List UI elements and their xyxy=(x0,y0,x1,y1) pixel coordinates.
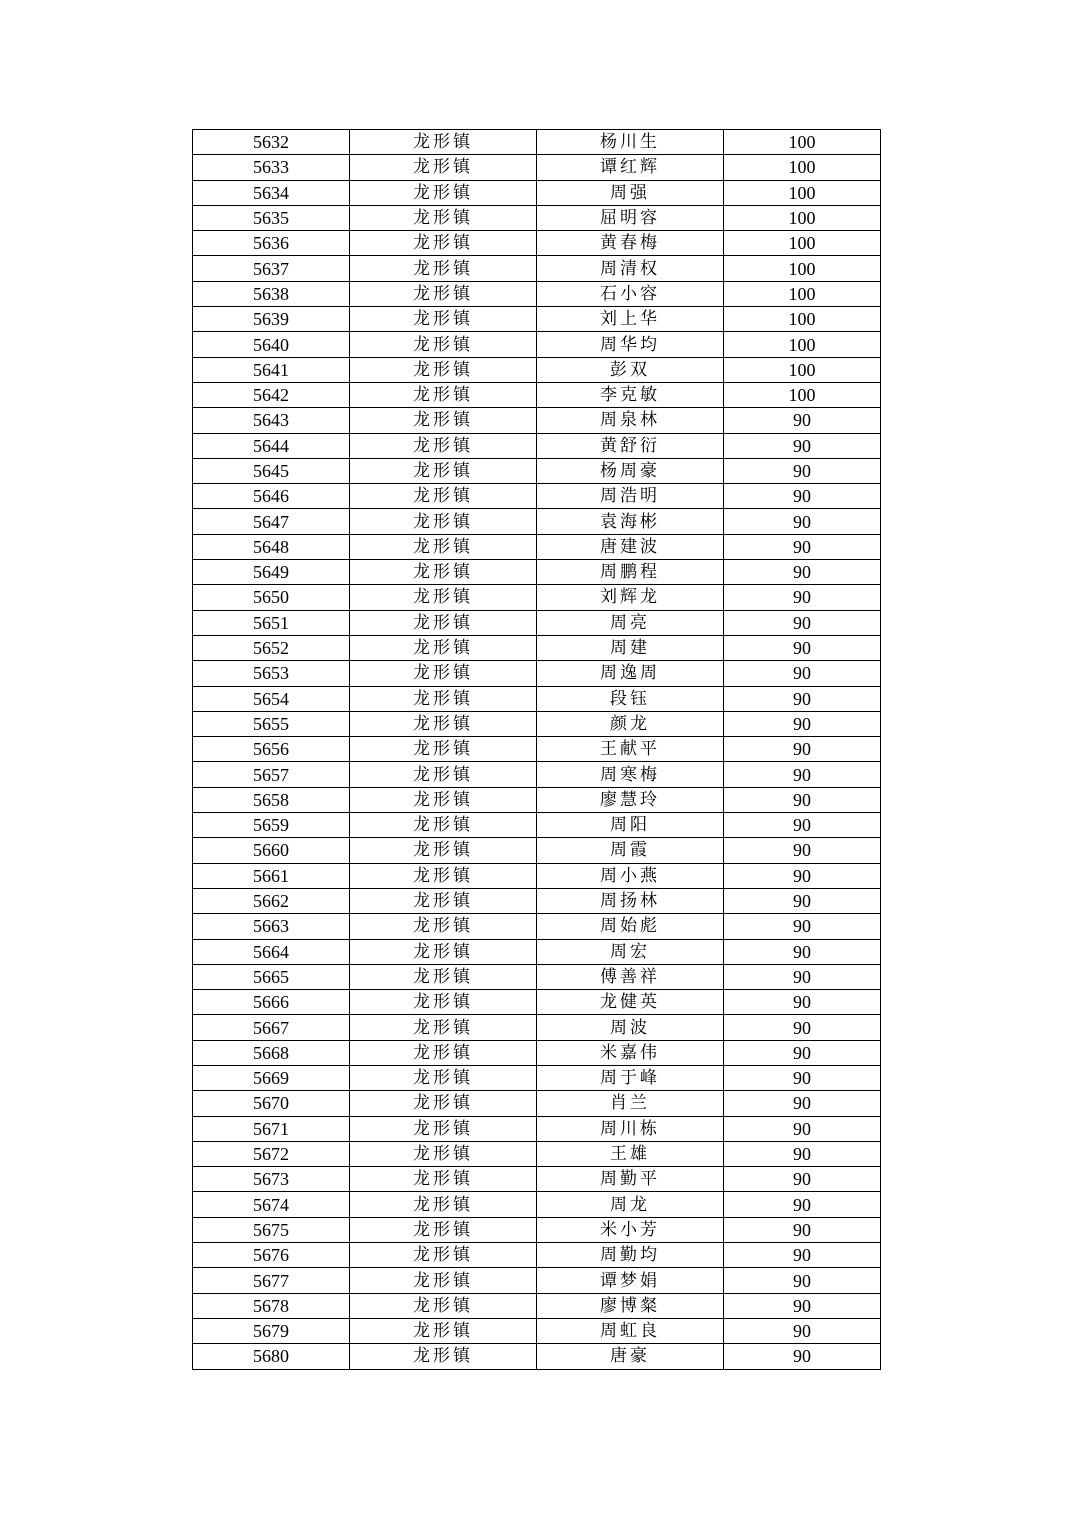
amount-cell: 90 xyxy=(724,964,881,989)
table-row xyxy=(193,1065,881,1090)
table-row xyxy=(193,737,881,762)
serial-number-cell: 5677 xyxy=(193,1268,350,1293)
amount-cell: 90 xyxy=(724,585,881,610)
serial-number-cell: 5645 xyxy=(193,458,350,483)
roster-table xyxy=(192,129,881,1370)
town-cell: 龙形镇 xyxy=(350,914,537,939)
name-cell: 周清权 xyxy=(537,256,724,281)
serial-number-cell: 5664 xyxy=(193,939,350,964)
serial-number-cell: 5679 xyxy=(193,1318,350,1343)
serial-number-cell: 5662 xyxy=(193,888,350,913)
town-cell: 龙形镇 xyxy=(350,711,537,736)
name-cell: 周小燕 xyxy=(537,863,724,888)
amount-cell: 90 xyxy=(724,737,881,762)
table-row xyxy=(193,357,881,382)
amount-cell: 100 xyxy=(724,332,881,357)
town-cell: 龙形镇 xyxy=(350,1141,537,1166)
table-row xyxy=(193,256,881,281)
amount-cell: 100 xyxy=(724,155,881,180)
town-cell: 龙形镇 xyxy=(350,307,537,332)
amount-cell: 100 xyxy=(724,357,881,382)
table-row xyxy=(193,231,881,256)
amount-cell: 90 xyxy=(724,1268,881,1293)
table-row xyxy=(193,560,881,585)
town-cell: 龙形镇 xyxy=(350,787,537,812)
town-cell: 龙形镇 xyxy=(350,1167,537,1192)
serial-number-cell: 5676 xyxy=(193,1243,350,1268)
amount-cell: 90 xyxy=(724,711,881,736)
table-row xyxy=(193,130,881,155)
table-row xyxy=(193,1141,881,1166)
table-row xyxy=(193,1091,881,1116)
name-cell: 周霞 xyxy=(537,838,724,863)
name-cell: 周逸周 xyxy=(537,661,724,686)
amount-cell: 100 xyxy=(724,130,881,155)
table-row xyxy=(193,509,881,534)
table-row xyxy=(193,155,881,180)
name-cell: 傅善祥 xyxy=(537,964,724,989)
town-cell: 龙形镇 xyxy=(350,888,537,913)
amount-cell: 90 xyxy=(724,686,881,711)
name-cell: 唐豪 xyxy=(537,1344,724,1369)
table-row xyxy=(193,888,881,913)
name-cell: 谭红辉 xyxy=(537,155,724,180)
serial-number-cell: 5644 xyxy=(193,433,350,458)
serial-number-cell: 5653 xyxy=(193,661,350,686)
amount-cell: 100 xyxy=(724,205,881,230)
amount-cell: 90 xyxy=(724,990,881,1015)
amount-cell: 90 xyxy=(724,762,881,787)
table-row xyxy=(193,813,881,838)
name-cell: 黄舒衍 xyxy=(537,433,724,458)
town-cell: 龙形镇 xyxy=(350,484,537,509)
table-row xyxy=(193,1243,881,1268)
name-cell: 周强 xyxy=(537,180,724,205)
amount-cell: 90 xyxy=(724,509,881,534)
serial-number-cell: 5637 xyxy=(193,256,350,281)
name-cell: 周寒梅 xyxy=(537,762,724,787)
name-cell: 米嘉伟 xyxy=(537,1040,724,1065)
table-row xyxy=(193,205,881,230)
serial-number-cell: 5652 xyxy=(193,635,350,660)
name-cell: 杨川生 xyxy=(537,130,724,155)
amount-cell: 90 xyxy=(724,635,881,660)
serial-number-cell: 5638 xyxy=(193,281,350,306)
amount-cell: 90 xyxy=(724,1015,881,1040)
table-row xyxy=(193,1192,881,1217)
serial-number-cell: 5671 xyxy=(193,1116,350,1141)
town-cell: 龙形镇 xyxy=(350,433,537,458)
town-cell: 龙形镇 xyxy=(350,509,537,534)
town-cell: 龙形镇 xyxy=(350,332,537,357)
table-row xyxy=(193,433,881,458)
town-cell: 龙形镇 xyxy=(350,281,537,306)
town-cell: 龙形镇 xyxy=(350,635,537,660)
amount-cell: 100 xyxy=(724,180,881,205)
amount-cell: 90 xyxy=(724,1293,881,1318)
table-row xyxy=(193,484,881,509)
table-row xyxy=(193,1293,881,1318)
amount-cell: 90 xyxy=(724,1192,881,1217)
amount-cell: 90 xyxy=(724,1344,881,1369)
table-row xyxy=(193,1268,881,1293)
name-cell: 周扬林 xyxy=(537,888,724,913)
town-cell: 龙形镇 xyxy=(350,458,537,483)
name-cell: 王雄 xyxy=(537,1141,724,1166)
town-cell: 龙形镇 xyxy=(350,408,537,433)
serial-number-cell: 5668 xyxy=(193,1040,350,1065)
table-row xyxy=(193,686,881,711)
serial-number-cell: 5632 xyxy=(193,130,350,155)
name-cell: 屈明容 xyxy=(537,205,724,230)
amount-cell: 100 xyxy=(724,382,881,407)
amount-cell: 100 xyxy=(724,231,881,256)
town-cell: 龙形镇 xyxy=(350,661,537,686)
table-row xyxy=(193,332,881,357)
town-cell: 龙形镇 xyxy=(350,737,537,762)
table-row xyxy=(193,610,881,635)
amount-cell: 90 xyxy=(724,408,881,433)
amount-cell: 90 xyxy=(724,888,881,913)
amount-cell: 100 xyxy=(724,281,881,306)
town-cell: 龙形镇 xyxy=(350,1293,537,1318)
town-cell: 龙形镇 xyxy=(350,382,537,407)
town-cell: 龙形镇 xyxy=(350,1192,537,1217)
name-cell: 王献平 xyxy=(537,737,724,762)
town-cell: 龙形镇 xyxy=(350,357,537,382)
name-cell: 谭梦娟 xyxy=(537,1268,724,1293)
name-cell: 肖兰 xyxy=(537,1091,724,1116)
table-row xyxy=(193,1116,881,1141)
serial-number-cell: 5656 xyxy=(193,737,350,762)
serial-number-cell: 5674 xyxy=(193,1192,350,1217)
table-row xyxy=(193,711,881,736)
name-cell: 刘辉龙 xyxy=(537,585,724,610)
amount-cell: 90 xyxy=(724,1141,881,1166)
table-row xyxy=(193,762,881,787)
table-row xyxy=(193,939,881,964)
amount-cell: 100 xyxy=(724,307,881,332)
name-cell: 周川栋 xyxy=(537,1116,724,1141)
town-cell: 龙形镇 xyxy=(350,1318,537,1343)
town-cell: 龙形镇 xyxy=(350,990,537,1015)
name-cell: 廖博粲 xyxy=(537,1293,724,1318)
name-cell: 周建 xyxy=(537,635,724,660)
town-cell: 龙形镇 xyxy=(350,1015,537,1040)
amount-cell: 90 xyxy=(724,863,881,888)
name-cell: 杨周豪 xyxy=(537,458,724,483)
town-cell: 龙形镇 xyxy=(350,585,537,610)
serial-number-cell: 5669 xyxy=(193,1065,350,1090)
table-row xyxy=(193,635,881,660)
town-cell: 龙形镇 xyxy=(350,610,537,635)
name-cell: 米小芳 xyxy=(537,1217,724,1242)
town-cell: 龙形镇 xyxy=(350,1116,537,1141)
town-cell: 龙形镇 xyxy=(350,1243,537,1268)
serial-number-cell: 5634 xyxy=(193,180,350,205)
serial-number-cell: 5648 xyxy=(193,534,350,559)
name-cell: 周波 xyxy=(537,1015,724,1040)
amount-cell: 90 xyxy=(724,534,881,559)
amount-cell: 90 xyxy=(724,1217,881,1242)
name-cell: 黄春梅 xyxy=(537,231,724,256)
serial-number-cell: 5655 xyxy=(193,711,350,736)
table-row xyxy=(193,307,881,332)
name-cell: 周始彪 xyxy=(537,914,724,939)
serial-number-cell: 5673 xyxy=(193,1167,350,1192)
serial-number-cell: 5670 xyxy=(193,1091,350,1116)
amount-cell: 90 xyxy=(724,1167,881,1192)
table-row xyxy=(193,1040,881,1065)
town-cell: 龙形镇 xyxy=(350,205,537,230)
town-cell: 龙形镇 xyxy=(350,863,537,888)
town-cell: 龙形镇 xyxy=(350,1065,537,1090)
town-cell: 龙形镇 xyxy=(350,939,537,964)
name-cell: 周华均 xyxy=(537,332,724,357)
serial-number-cell: 5675 xyxy=(193,1217,350,1242)
table-row xyxy=(193,408,881,433)
town-cell: 龙形镇 xyxy=(350,1040,537,1065)
table-row xyxy=(193,458,881,483)
serial-number-cell: 5635 xyxy=(193,205,350,230)
serial-number-cell: 5678 xyxy=(193,1293,350,1318)
name-cell: 刘上华 xyxy=(537,307,724,332)
amount-cell: 90 xyxy=(724,838,881,863)
name-cell: 唐建波 xyxy=(537,534,724,559)
serial-number-cell: 5680 xyxy=(193,1344,350,1369)
table-row xyxy=(193,534,881,559)
name-cell: 颜龙 xyxy=(537,711,724,736)
serial-number-cell: 5663 xyxy=(193,914,350,939)
town-cell: 龙形镇 xyxy=(350,180,537,205)
amount-cell: 90 xyxy=(724,560,881,585)
amount-cell: 90 xyxy=(724,1040,881,1065)
serial-number-cell: 5665 xyxy=(193,964,350,989)
amount-cell: 90 xyxy=(724,661,881,686)
name-cell: 廖慧玲 xyxy=(537,787,724,812)
serial-number-cell: 5641 xyxy=(193,357,350,382)
serial-number-cell: 5647 xyxy=(193,509,350,534)
serial-number-cell: 5658 xyxy=(193,787,350,812)
serial-number-cell: 5643 xyxy=(193,408,350,433)
amount-cell: 90 xyxy=(724,1116,881,1141)
name-cell: 周阳 xyxy=(537,813,724,838)
name-cell: 李克敏 xyxy=(537,382,724,407)
table-row xyxy=(193,990,881,1015)
town-cell: 龙形镇 xyxy=(350,560,537,585)
amount-cell: 90 xyxy=(724,1065,881,1090)
serial-number-cell: 5660 xyxy=(193,838,350,863)
town-cell: 龙形镇 xyxy=(350,686,537,711)
town-cell: 龙形镇 xyxy=(350,813,537,838)
town-cell: 龙形镇 xyxy=(350,1217,537,1242)
serial-number-cell: 5646 xyxy=(193,484,350,509)
name-cell: 周龙 xyxy=(537,1192,724,1217)
name-cell: 段钰 xyxy=(537,686,724,711)
serial-number-cell: 5642 xyxy=(193,382,350,407)
name-cell: 周于峰 xyxy=(537,1065,724,1090)
town-cell: 龙形镇 xyxy=(350,838,537,863)
town-cell: 龙形镇 xyxy=(350,1268,537,1293)
amount-cell: 100 xyxy=(724,256,881,281)
name-cell: 彭双 xyxy=(537,357,724,382)
serial-number-cell: 5672 xyxy=(193,1141,350,1166)
serial-number-cell: 5650 xyxy=(193,585,350,610)
amount-cell: 90 xyxy=(724,813,881,838)
town-cell: 龙形镇 xyxy=(350,1091,537,1116)
table-row xyxy=(193,585,881,610)
table-row xyxy=(193,1167,881,1192)
name-cell: 石小容 xyxy=(537,281,724,306)
amount-cell: 90 xyxy=(724,939,881,964)
amount-cell: 90 xyxy=(724,484,881,509)
serial-number-cell: 5666 xyxy=(193,990,350,1015)
name-cell: 周亮 xyxy=(537,610,724,635)
table-row xyxy=(193,661,881,686)
town-cell: 龙形镇 xyxy=(350,256,537,281)
name-cell: 周宏 xyxy=(537,939,724,964)
amount-cell: 90 xyxy=(724,610,881,635)
amount-cell: 90 xyxy=(724,1318,881,1343)
name-cell: 周勤均 xyxy=(537,1243,724,1268)
serial-number-cell: 5651 xyxy=(193,610,350,635)
serial-number-cell: 5636 xyxy=(193,231,350,256)
town-cell: 龙形镇 xyxy=(350,231,537,256)
name-cell: 周浩明 xyxy=(537,484,724,509)
table-row xyxy=(193,1344,881,1369)
name-cell: 周泉林 xyxy=(537,408,724,433)
table-row xyxy=(193,787,881,812)
town-cell: 龙形镇 xyxy=(350,762,537,787)
table-row xyxy=(193,1217,881,1242)
town-cell: 龙形镇 xyxy=(350,130,537,155)
serial-number-cell: 5654 xyxy=(193,686,350,711)
table-row xyxy=(193,1015,881,1040)
table-row xyxy=(193,1318,881,1343)
table-row xyxy=(193,914,881,939)
serial-number-cell: 5657 xyxy=(193,762,350,787)
town-cell: 龙形镇 xyxy=(350,1344,537,1369)
amount-cell: 90 xyxy=(724,787,881,812)
serial-number-cell: 5659 xyxy=(193,813,350,838)
serial-number-cell: 5639 xyxy=(193,307,350,332)
serial-number-cell: 5649 xyxy=(193,560,350,585)
town-cell: 龙形镇 xyxy=(350,964,537,989)
amount-cell: 90 xyxy=(724,914,881,939)
town-cell: 龙形镇 xyxy=(350,534,537,559)
serial-number-cell: 5661 xyxy=(193,863,350,888)
town-cell: 龙形镇 xyxy=(350,155,537,180)
amount-cell: 90 xyxy=(724,1243,881,1268)
name-cell: 龙健英 xyxy=(537,990,724,1015)
table-row xyxy=(193,281,881,306)
table-row xyxy=(193,382,881,407)
amount-cell: 90 xyxy=(724,458,881,483)
amount-cell: 90 xyxy=(724,433,881,458)
table-row xyxy=(193,863,881,888)
table-row xyxy=(193,964,881,989)
name-cell: 袁海彬 xyxy=(537,509,724,534)
serial-number-cell: 5633 xyxy=(193,155,350,180)
name-cell: 周鹏程 xyxy=(537,560,724,585)
roster-table-body xyxy=(193,130,881,1370)
name-cell: 周勤平 xyxy=(537,1167,724,1192)
amount-cell: 90 xyxy=(724,1091,881,1116)
serial-number-cell: 5667 xyxy=(193,1015,350,1040)
name-cell: 周虹良 xyxy=(537,1318,724,1343)
table-row xyxy=(193,838,881,863)
serial-number-cell: 5640 xyxy=(193,332,350,357)
table-row xyxy=(193,180,881,205)
